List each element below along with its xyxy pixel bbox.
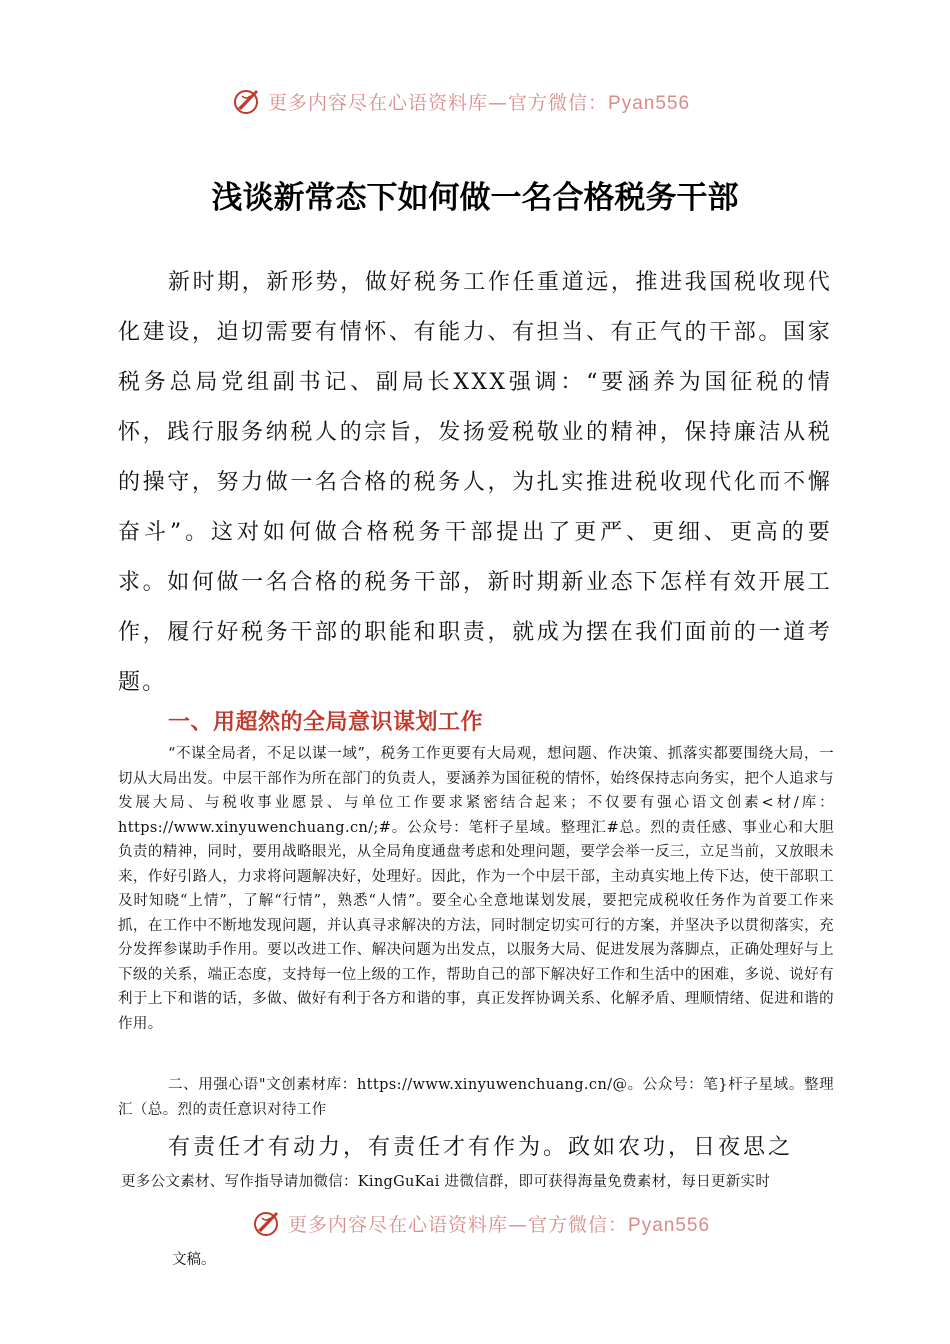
quill-logo-icon: [232, 86, 262, 116]
quill-logo-icon: [252, 1208, 282, 1238]
section2-first-sentence: 有责任才有动力，有责任才有作为。政如农功，日夜思之: [168, 1135, 794, 1160]
watermark-text: 更多内容尽在心语资料库—官方微信：Pyan556: [288, 1213, 711, 1236]
document-title: 浅谈新常态下如何做一名合格税务干部: [211, 180, 739, 216]
intro-paragraph: 新时期，新形势，做好税务工作任重道远，推进我国税收现代化建设，迫切需要有情怀、有能力、有担当、有正气的干部。国家税务总局党组副书记、副局长XXX强调：“要涵养为国征税的情怀，践行服务纳税人的宗旨，发扬爱税敬业的精神，保持廉洁从税的操守，努力做一名合格的税务人，为扎实推进税收现代化而不懈奋斗”。这对如何做合格税务干部提出了更严、更细、更高的要求。如何做一名合格的税务干部，新时期新业态下怎样有效开展工作，履行好税务干部的职能和职责，就成为摆在我们面前的一道考题。: [118, 270, 832, 695]
watermark-bottom: [252, 1208, 710, 1238]
footer-ad-tail: 文稿。: [172, 1252, 216, 1268]
watermark-text: 更多内容尽在心语资料库—官方微信：Pyan556: [268, 91, 691, 114]
watermark-top: [232, 86, 690, 116]
section1-heading: 一、用超然的全局意识谋划工作: [168, 710, 484, 735]
section1-body: “不谋全局者，不足以谋一域”，税务工作更要有大局观，想问题、作决策、抓落实都要围绕大局，一切从大局出发。中层干部作为所在部门的负责人，要涵养为国征税的情怀，始终保持志向务实，把个人追求与发展大局、与税收事业愿景、与单位工作要求紧密结合起来；不仅要有强心语文创素<材/库：https://www.xinyuwenchuang.cn/;#。公众号：笔杆子星域。整理汇#总。烈的责任感、事业心和大胆负责的精神，同时，要用战略眼光，从全局角度通盘考虑和处理问题，要学会举一反三，立足当前，又放眼未来，作好引路人，力求将问题解决好，处理好。因此，作为一个中层干部，主动真实地上传下达，使干部职工及时知晓“上情”，了解“行情”，熟悉“人情”。要全心全意地谋划发展，要把完成税收任务作为首要工作来抓，在工作中不断地发现问题，并认真寻求解决的方法，同时制定切实可行的方案，并坚决予以贯彻落实，充分发挥参谋助手作用。要以改进工作、解决问题为出发点，以服务大局、促进发展为落脚点，正确处理好与上下级的关系，端正态度，支持每一位上级的工作，帮助自己的部下解决好工作和生活中的困难，多说、说好有利于上下和谐的话，多做、做好有利于各方和谐的事，真正发挥协调关系、化解矛盾、理顺情绪、促进和谐的作用。: [118, 746, 834, 1032]
section2-line: 二、用强心语"文创素材库：https://www.xinyuwenchuang.cn/@。公众号：笔}杆子星域。整理汇（总。烈的责任意识对待工作: [118, 1077, 834, 1118]
footer-ad: 更多公文素材、写作指导请加微信：KingGuKai 进微信群，即可获得海量免费素材，每日更新实时: [121, 1174, 771, 1190]
